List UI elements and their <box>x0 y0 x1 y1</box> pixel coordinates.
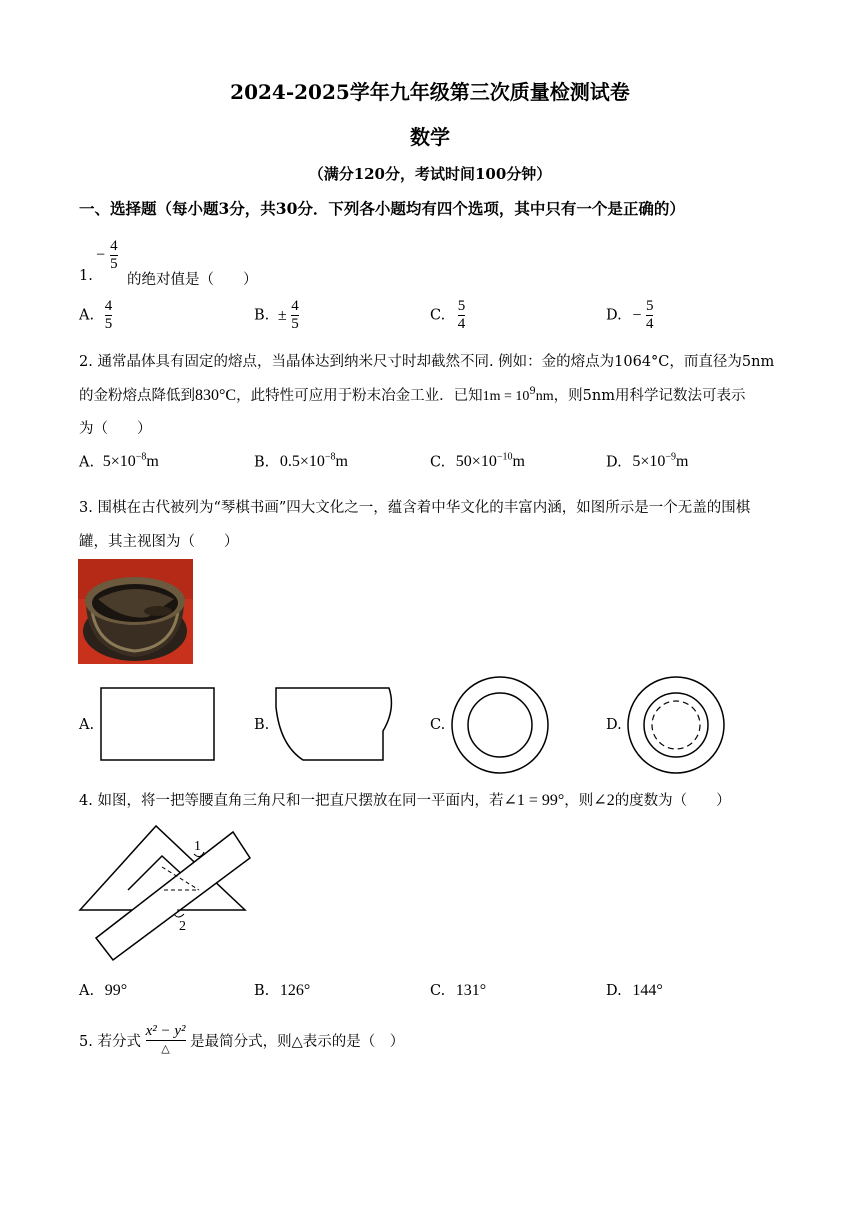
q1-fraction: − $\frac{4}{5}$ <box>96 238 118 272</box>
q1-option-b[interactable]: B. ± $\frac{4}{5}$ <box>254 298 299 332</box>
q3-option-c-label[interactable]: C. <box>430 717 446 733</box>
q2-line1: 2. 通常晶体具有固定的熔点，当晶体达到纳米尺寸时却截然不同. 例如：金的熔点为1064°C，而直径为5nm <box>79 354 775 370</box>
q4-text: 4. 如图，将一把等腰直角三角尺和一把直尺摆放在同一平面内，若∠1 = 99°，则∠2的度数为（ ） <box>79 792 731 809</box>
section-heading: 一、选择题（每小题3分，共30分．下列各小题均有四个选项，其中只有一个是正确的） <box>79 199 685 218</box>
q2-option-b[interactable]: B. $0.5\times 10^{-8}m$ <box>254 452 348 471</box>
exam-note: （满分120分，考试时间100分钟） <box>308 165 552 183</box>
q3-option-c-circles[interactable] <box>450 675 550 775</box>
q3-option-d-circles[interactable] <box>626 675 726 775</box>
q1-option-d[interactable]: D. − $\frac{5}{4}$ <box>606 298 654 332</box>
q3-option-a-label[interactable]: A. <box>79 717 95 733</box>
q4-option-a[interactable]: A. 99° <box>79 982 128 999</box>
q4-option-c[interactable]: C. 131° <box>430 982 487 999</box>
q1-option-a[interactable]: A. $\frac{4}{5}$ <box>79 298 113 332</box>
q1-text: 的绝对值是（ ） <box>127 272 258 288</box>
q3-option-a-rectangle[interactable] <box>100 687 216 762</box>
q2-option-d[interactable]: D. $5\times 10^{-9}m$ <box>606 452 689 471</box>
q3-option-b-label[interactable]: B. <box>254 717 270 733</box>
angle-2-label: 2 <box>179 919 186 934</box>
q2-line3: 为（ ） <box>79 421 152 437</box>
q1-number: 1. <box>79 268 93 284</box>
subject-title: 数学 <box>410 125 450 149</box>
q4-option-d[interactable]: D. 144° <box>606 982 663 999</box>
q3-option-b-bowl[interactable] <box>272 687 394 762</box>
q2-option-c[interactable]: C. $50\times 10^{-10}m$ <box>430 452 525 471</box>
exam-title: 2024-2025学年九年级第三次质量检测试卷 <box>230 80 630 104</box>
q5-text: 5. 若分式 $\frac{\text{x² − y²}}{\triangle}$ 是最简分式，则△表示的是（ ） <box>79 1023 405 1055</box>
q4-option-b[interactable]: B. 126° <box>254 982 311 999</box>
go-jar-photo <box>78 559 193 664</box>
q2-option-a[interactable]: A. $5\times 10^{-8}m$ <box>79 452 159 471</box>
q3-line2: 罐，其主视图为（ ） <box>79 534 239 550</box>
q2-line2: 的金粉熔点降低到830°C，此特性可应用于粉末冶金工业．已知$1m = 10^9nm$，则5nm用科学记数法可表示 <box>79 386 746 404</box>
q3-option-d-label[interactable]: D. <box>606 717 622 733</box>
angle-1-label: 1 <box>194 839 201 854</box>
q4-figure <box>78 822 258 962</box>
q3-line1: 3. 围棋在古代被列为“琴棋书画”四大文化之一，蕴含着中华文化的丰富内涵，如图所示是一个无盖的围棋 <box>79 500 751 516</box>
q1-option-c[interactable]: C. $\frac{5}{4}$ <box>430 298 466 332</box>
